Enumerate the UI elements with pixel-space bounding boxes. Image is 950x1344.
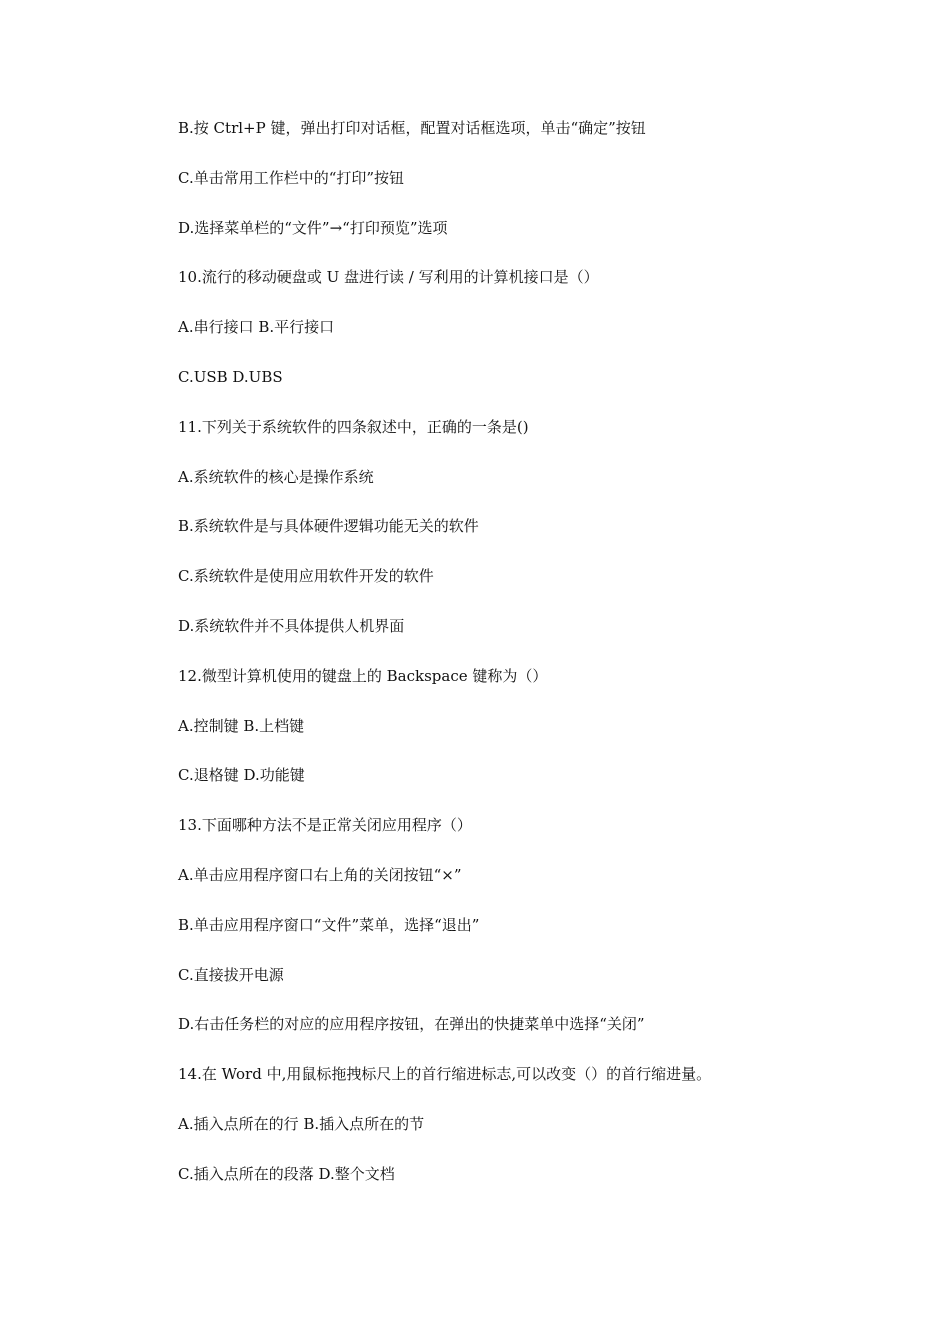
- option-b-q13: B.单击应用程序窗口“文件”菜单，选择“退出”: [178, 915, 480, 934]
- question-14: 14.在 Word 中,用鼠标拖拽标尺上的首行缩进标志,可以改变（）的首行缩进量。: [178, 1065, 712, 1084]
- options-cd-q12: C.退格键 D.功能键: [178, 766, 305, 785]
- option-c-q9: C.单击常用工作栏中的“打印”按钮: [178, 168, 405, 187]
- options-cd-q14: C.插入点所在的段落 D.整个文档: [178, 1164, 395, 1183]
- option-b-q11: B.系统软件是与具体硬件逻辑功能无关的软件: [178, 517, 479, 536]
- options-cd-q10: C.USB D.UBS: [178, 367, 283, 386]
- option-d-q13: D.右击任务栏的对应的应用程序按钮，在弹出的快捷菜单中选择“关闭”: [178, 1015, 645, 1034]
- question-13: 13.下面哪种方法不是正常关闭应用程序（）: [178, 816, 472, 835]
- options-ab-q12: A.控制键 B.上档键: [178, 716, 305, 735]
- document-body: [178, 116, 878, 1212]
- option-b-q9: B.按 Ctrl+P 键，弹出打印对话框，配置对话框选项，单击“确定”按钮: [178, 119, 646, 137]
- question-11: 11.下列关于系统软件的四条叙述中，正确的一条是(): [178, 417, 529, 436]
- options-ab-q10: A.串行接口 B.平行接口: [178, 318, 335, 337]
- option-d-q11: D.系统软件并不具体提供人机界面: [178, 616, 405, 635]
- question-12: 12.微型计算机使用的键盘上的 Backspace 键称为（）: [178, 666, 548, 685]
- option-c-q13: C.直接拔开电源: [178, 965, 284, 984]
- option-d-q9: D.选择菜单栏的“文件”→“打印预览”选项: [178, 218, 448, 237]
- option-a-q13: A.单击应用程序窗口右上角的关闭按钮“×”: [178, 865, 462, 884]
- option-c-q11: C.系统软件是使用应用软件开发的软件: [178, 567, 434, 586]
- options-ab-q14: A.插入点所在的行 B.插入点所在的节: [178, 1114, 425, 1133]
- option-a-q11: A.系统软件的核心是操作系统: [178, 467, 374, 486]
- question-10: 10.流行的移动硬盘或 U 盘进行读 / 写利用的计算机接口是（）: [178, 268, 599, 287]
